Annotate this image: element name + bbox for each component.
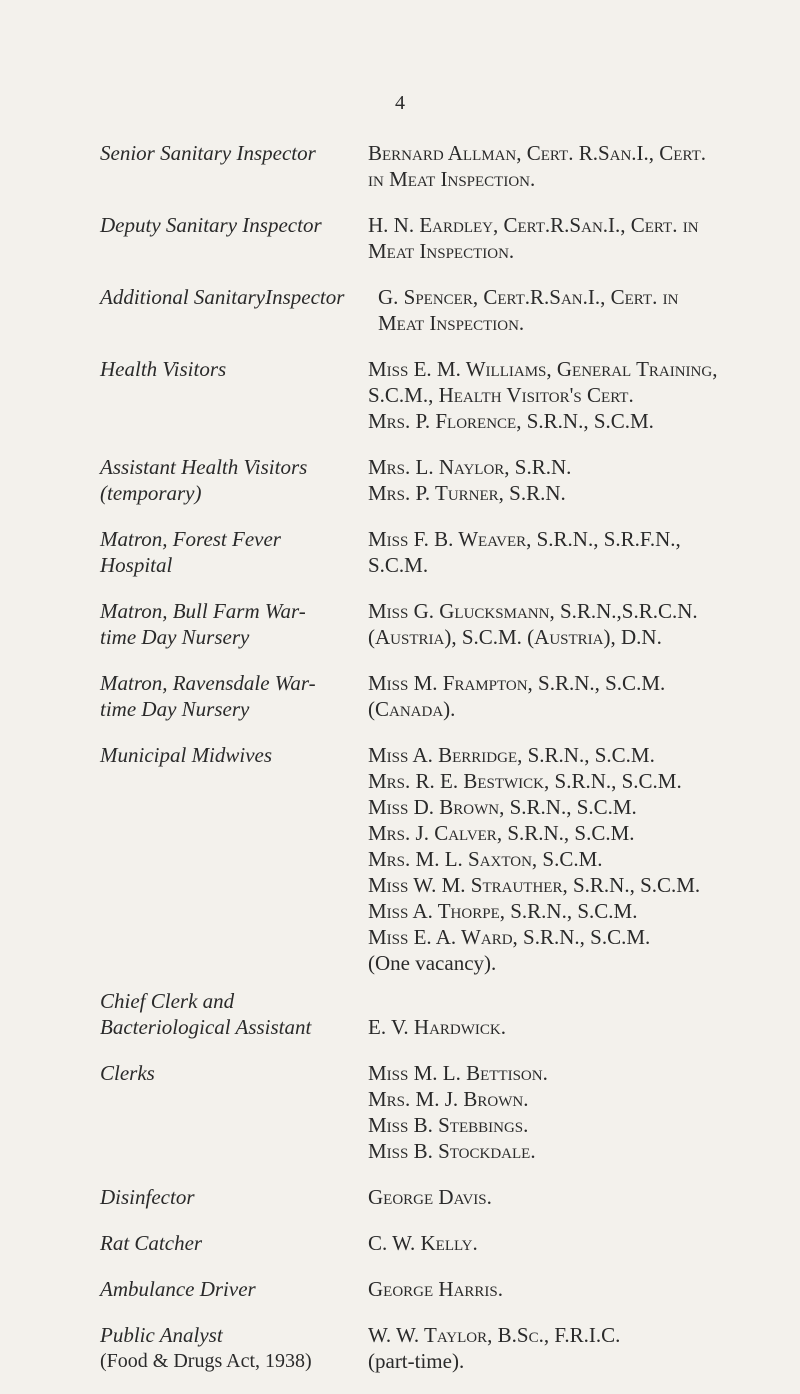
staff-names: Miss A. Berridge, S.R.N., S.C.M. Mrs. R. E. Bestwick, S.R.N., S.C.M. Miss D. Brown, S.R.N., S.C.M. Mrs. J. Calver, S.R.N., S.C.M. Mrs. M. L. Saxton, S.C.M. Miss W. M. Strauther, S.R.N., S.C.M. Miss A. Thorpe, S.R.N., S.C.M. Miss E. A. Ward, S.R.N., S.C.M. (One vacancy).	[368, 743, 701, 975]
role-title: Municipal Midwives	[100, 743, 273, 767]
staff-names: Bernard Allman, Cert. R.San.I., Cert. in Meat Inspection.	[368, 141, 706, 191]
staff-names: C. W. Kelly.	[368, 1231, 478, 1255]
role-title: Assistant Health Visitors (temporary)	[100, 455, 308, 505]
staff-entry	[100, 1230, 780, 1256]
staff-list	[100, 140, 780, 1394]
staff-names: Miss G. Glucksmann, S.R.N.,S.R.C.N. (Austria), S.C.M. (Austria), D.N.	[368, 599, 698, 649]
staff-entry	[100, 742, 780, 976]
staff-entry	[100, 1060, 780, 1164]
staff-names: George Harris.	[368, 1277, 504, 1301]
staff-entry	[100, 356, 780, 434]
role-title: Additional SanitaryInspector	[100, 285, 345, 309]
staff-names: W. W. Taylor, B.Sc., F.R.I.C. (part-time).	[368, 1323, 621, 1373]
staff-entry	[100, 454, 780, 506]
staff-names: E. V. Hardwick.	[368, 1015, 506, 1039]
role-title: Rat Catcher	[100, 1231, 203, 1255]
staff-names: Miss E. M. Williams, General Training, S.C.M., Health Visitor's Cert. Mrs. P. Florence, S.R.N., S.C.M.	[368, 357, 718, 433]
staff-entry	[100, 212, 780, 264]
page-number: 4	[395, 92, 405, 114]
staff-entry	[100, 1184, 780, 1210]
staff-names: G. Spencer, Cert.R.San.I., Cert. in Meat Inspection.	[378, 285, 679, 335]
role-title: Public Analyst (Food & Drugs Act, 1938)	[100, 1323, 312, 1372]
staff-entry	[100, 140, 780, 192]
staff-entry	[100, 988, 780, 1040]
staff-names: George Davis.	[368, 1185, 492, 1209]
staff-entry	[100, 526, 780, 578]
role-title: Health Visitors	[100, 357, 227, 381]
role-title: Ambulance Driver	[100, 1277, 256, 1301]
role-title: Matron, Bull Farm War- time Day Nursery	[100, 599, 306, 649]
role-title: Matron, Ravensdale War- time Day Nursery	[100, 671, 316, 721]
staff-entry	[100, 670, 780, 722]
staff-entry	[100, 1276, 780, 1302]
role-title: Deputy Sanitary Inspector	[100, 213, 322, 237]
role-title: Senior Sanitary Inspector	[100, 141, 316, 165]
staff-names: H. N. Eardley, Cert.R.San.I., Cert. in Meat Inspection.	[368, 213, 699, 263]
staff-names: Mrs. L. Naylor, S.R.N. Mrs. P. Turner, S.R.N.	[368, 455, 572, 505]
staff-names: Miss M. Frampton, S.R.N., S.C.M. (Canada).	[368, 671, 666, 721]
staff-names: Miss M. L. Bettison. Mrs. M. J. Brown. Miss B. Stebbings. Miss B. Stockdale.	[368, 1061, 548, 1163]
staff-entry	[100, 598, 780, 650]
role-title: Matron, Forest Fever Hospital	[100, 527, 281, 577]
role-title: Chief Clerk and Bacteriological Assistant	[100, 989, 312, 1039]
role-title: Disinfector	[100, 1185, 195, 1209]
staff-entry	[100, 284, 780, 336]
staff-names: Miss F. B. Weaver, S.R.N., S.R.F.N., S.C.M.	[368, 527, 681, 577]
staff-entry	[100, 1322, 780, 1374]
role-title: Clerks	[100, 1061, 155, 1085]
